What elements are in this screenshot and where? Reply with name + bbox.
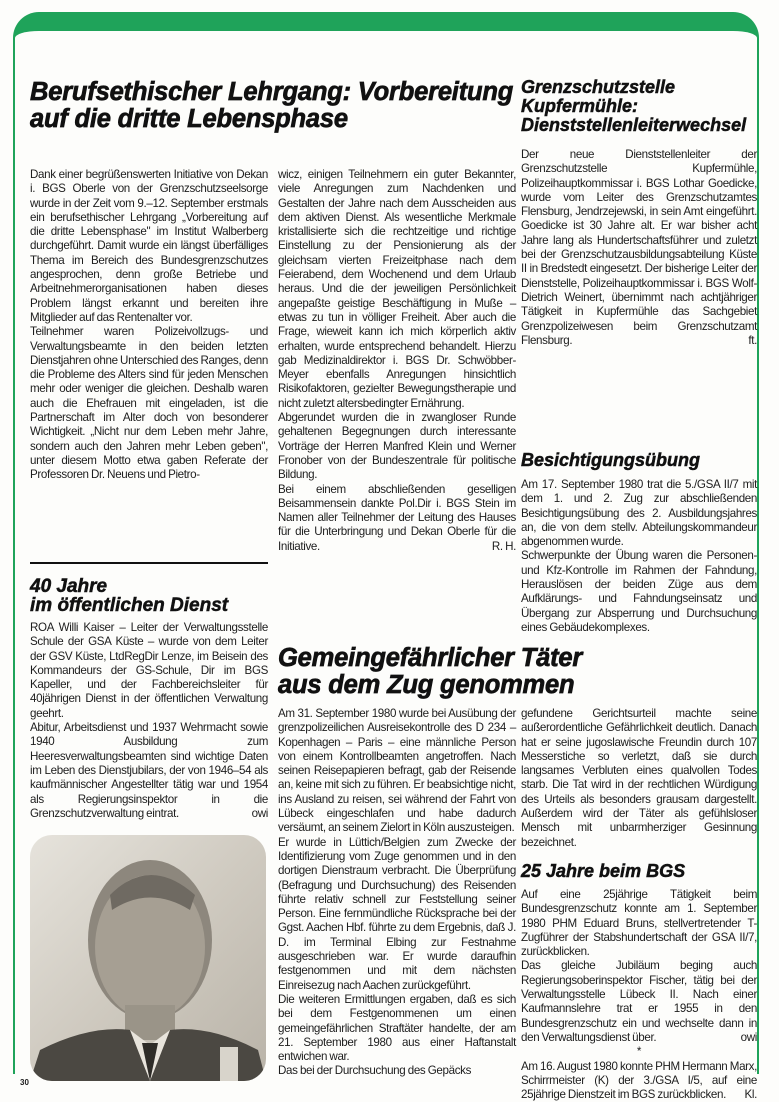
paragraph-text: Abitur, Arbeitsdienst und 1937 Wehrmacht sowie 1940 Ausbildung zum Heeresverwaltungsbeamten sind wichtige Daten im Leben des Dienstjubilars, der von 1946–54 als kaufmännischer Angestellter tätig war und 1954 als Regierungsinspektor in die Grenzschutzverwaltung eintrat. [30,721,268,820]
paragraph: ROA Willi Kaiser – Leiter der Verwaltungsstelle Schule der GSA Küste – wurde von dem Leiter der GSV Küste, LtdRegDir Lenze, im Beisein des Kommandeurs der GS-Schule, Dir im BGS Kapeller, und der Fachbereichsleiter für 40jährigen Dienst in der öffentlichen Verwaltung geehrt. [30,621,268,720]
signature: R. H. [491,539,516,553]
paragraph: gefundene Gerichtsurteil machte seine außerordentliche Gefährlichkeit deutlich. Danach hat er seine jugoslawische Freundin durch 107 Messerstiche so verletzt, daß sie durch langsames Verbluten eines qualvollen Todes starb. Die Tat wird in der rechtlichen Würdigung des Urteils als besonders grausam dargestellt. Außerdem wird der Täter als gefühlsloser Mensch mit unbarmherziger Gesinnung bezeichnet. [521,707,757,849]
paragraph-text: Bei einem abschließenden geselligen Beisammensein dankte Pol.Dir i. BGS Stein im Namen aller Teilnehmer der Leitung des Hauses für die Unterbringung und Dekan Oberle für die Initiative. [278,482,516,553]
signature: owi [251,806,268,820]
signature: owi [740,1030,757,1044]
paragraph [521,1060,757,1102]
article-25-jahre [521,888,757,1102]
paragraph [521,148,757,348]
paragraph: Die weiteren Ermittlungen ergaben, daß es sich bei dem Festgenommenen um einen gemeingefährlichen Straftäter handelte, der am 21. September 1980 aus einer Haftanstalt entwichen war. [278,992,516,1064]
paragraph: Das bei der Durchsuchung des Gepäcks [278,1064,472,1078]
paragraph: Er wurde in Lüttich/Belgien zum Zwecke der Identifizierung vom Zuge genommen und in den dortigen Dienstraum verbracht. Die Überprüfung (Befragung und Durchsuchung) des Reisenden führte relativ schnell zur Feststellung seiner Person. Eine fernmündliche Rücksprache bei der Ggst. Aachen Hbf. führte zu dem Ergebnis, daß J. D. im Terminal Elbing zur Festnahme ausgeschrieben war. Er wurde daraufhin festgenommen und mit dem nächsten Einreisezug nach Aachen zurückgeführt. [278,835,516,992]
paragraph-text: Das gleiche Jubiläum beging auch Regierungsoberinspektor Fischer, tätig bei der Verwaltungsstelle Lübeck II. Nach einer Kaufmannslehre trat er 1955 in den Bundesgrenzschutz ein und wechselte dann in den Verwaltungsdienst über. [521,959,757,1044]
title-line: Gemeingefährlicher Täter [278,644,583,672]
article-lehrgang-col1 [30,168,268,483]
page-number: 30 [20,1078,29,1087]
paragraph-text: Am 16. August 1980 konnte PHM Hermann Marx, Schirrmeister (K) der 3./GSA I/5, auf eine 25jährige Dienstzeit im BGS zurückblicken. [521,1059,757,1102]
paragraph [521,959,757,1045]
article-title-besichtigungsuebung: Besichtigungsübung [521,450,700,470]
paragraph: Am 31. September 1980 wurde bei Ausübung der grenzpolizeilichen Ausreisekontrolle des D 234 – Kopenhagen – Paris – eine männliche Person von einem Kontrollbeamten angetroffen. Nach seinen Reisepapieren befragt, gab der Reisende an, keine mit sich zu führen. Er beabsichtige nicht, ins Ausland zu reisen, sei während der Fahrt von Lübeck eingeschlafen und habe dadurch versäumt, an seinem Zielort in Köln auszusteigen. [278,707,516,835]
portrait-photo [30,835,266,1081]
article-taeter-col2 [521,707,757,850]
paragraph: Am 17. September 1980 trat die 5./GSA II/7 mit dem 1. und 2. Zug zur abschließenden Besichtigungsübung des 2. Ausbildungsjahres an, die von dem stellv. Abteilungskommandeur abgenommen wurde. [521,478,757,549]
paragraph: wicz, einigen Teilnehmern ein guter Bekannter, viele Anregungen zum Nachdenken und Gestalten der Jahre nach dem Ausscheiden aus dem aktiven Dienst. Als wesentliche Merkmale kristallisierte sich die rechtzeitige und richtige Einstellung zu der Pensionierung als der gleichsam vierten Freizeitphase nach dem Feierabend, dem Wochenend und dem Urlaub heraus. Und die der jeweiligen Persönlichkeit angepaßte geistige Beschäftigung in Muße – etwas zu tun in völliger Freiheit. Aber auch die Frage, wieweit kann ich mich körperlich aktiv erhalten, wurde entsprechend behandelt. Hierzu gab Medizinaldirektor i. BGS Dr. Schwöbber-Meyer ebenfalls Anregungen hinsichtlich Risikofaktoren, gezielter Bewegungstherapie und nicht zuletzt altersbedingter Ernährung. [278,168,516,410]
signature: ft. [748,333,757,347]
portrait-silhouette-icon [30,835,266,1081]
article-title-kupfermuehle: Grenzschutzstelle Kupfermühle: Dienststellenleiterwechsel [521,77,747,135]
paragraph: Teilnehmer waren Polizeivollzugs- und Verwaltungsbeamte in den beiden letzten Dienstjahren ohne Unterschied des Ranges, denn die Probleme des Alters sind für jeden Menschen mehr oder weniger die gleichen. Deshalb waren auch die Ehefrauen mit eingeladen, ist die Partnerschaft im Alter doch von besonderer Wichtigkeit. „Nicht nur dem Leben mehr Jahre, sondern auch den Jahren mehr Leben geben", unter diesem Motto etwa gaben Referate der Professoren Dr. Neuens und Pietro- [30,325,268,482]
separator-star: * [636,1045,642,1059]
paragraph: Auf eine 25jährige Tätigkeit beim Bundesgrenzschutz konnte am 1. September 1980 PHM Eduard Bruns, stellvertretender T-Zugführer der Stabshundertschaft der GSA II/7, zurückblicken. [521,888,757,959]
paragraph: Dank einer begrüßenswerten Initiative von Dekan i. BGS Oberle von der Grenzschutzseelsorge wurde in der Zeit vom 9.–12. September erstmals ein berufsethischer Lehrgang „Vorbereitung auf die dritte Lebensphase" im Institut Walberberg durchgeführt. Damit wurde ein längst überfälliges Thema im Bereich des Bundesgrenzschutzes angesprochen, denn große Betriebe und Arbeitnehmerorganisationen haben dieses Problem längst erkannt und bereiten ihre Mitglieder auf das Rentenalter vor. [30,168,268,324]
article-title-25-jahre: 25 Jahre beim BGS [521,861,686,881]
title-line: im öffentlichen Dienst [30,595,229,616]
title-line: aus dem Zug genommen [278,671,575,699]
paragraph: Abgerundet wurden die in zwangloser Runde gehaltenen Begegnungen durch interessante Vorträge der Herren Manfred Klein und Werner Fronober von der Bundeszentrale für politische Bildung. [278,411,516,482]
article-besichtigungsuebung [521,478,757,635]
article-taeter-col1 [278,707,516,1079]
article-kupfermuehle [521,148,757,348]
article-lehrgang-col2 [278,168,516,554]
signature: Kl. [744,1088,757,1102]
paragraph-text: Der neue Dienststellenleiter der Grenzschutzstelle Kupfermühle, Polizeihauptkommissar i. BGS Lothar Goedicke, wurde vom Leiter des Grenzschutzamtes Flensburg, Jendrzejewski, in sein Amt eingeführt. Goedicke ist 30 Jahre alt. Er war bisher acht Jahre lang als Hundertschaftsführer und zuletzt bei der Grenzschutzausbildungsabteilung Küste II in Bredstedt eingesetzt. Der bisherige Leiter der Dienststelle, Polizeihauptkommissar i. BGS Wolf-Dietrich Weinert, übernimmt nach achtjähriger Tätigkeit in Kupfermühle das Sachgebiet Grenzpolizeiwesen beim Grenzschutzamt Flensburg. [521,148,757,347]
section-divider [30,562,268,564]
paragraph [30,721,268,821]
paragraph: Schwerpunkte der Übung waren die Personen- und Kfz-Kontrolle im Rahmen der Fahndung, Herauslösen der beiden Züge aus dem Aufklärungs- und Fahndungseinsatz und Übergang zur Absperrung und Durchsuchung eines Gebäudekomplexes. [521,549,757,634]
article-40-jahre [30,621,268,821]
paragraph [278,483,516,554]
article-title-lehrgang: Berufsethischer Lehrgang: Vorbereitung auf die dritte Lebensphase [30,78,514,133]
article-title-taeter [278,645,758,699]
article-title-40-jahre [30,577,270,615]
title-line: 40 Jahre [30,576,108,597]
